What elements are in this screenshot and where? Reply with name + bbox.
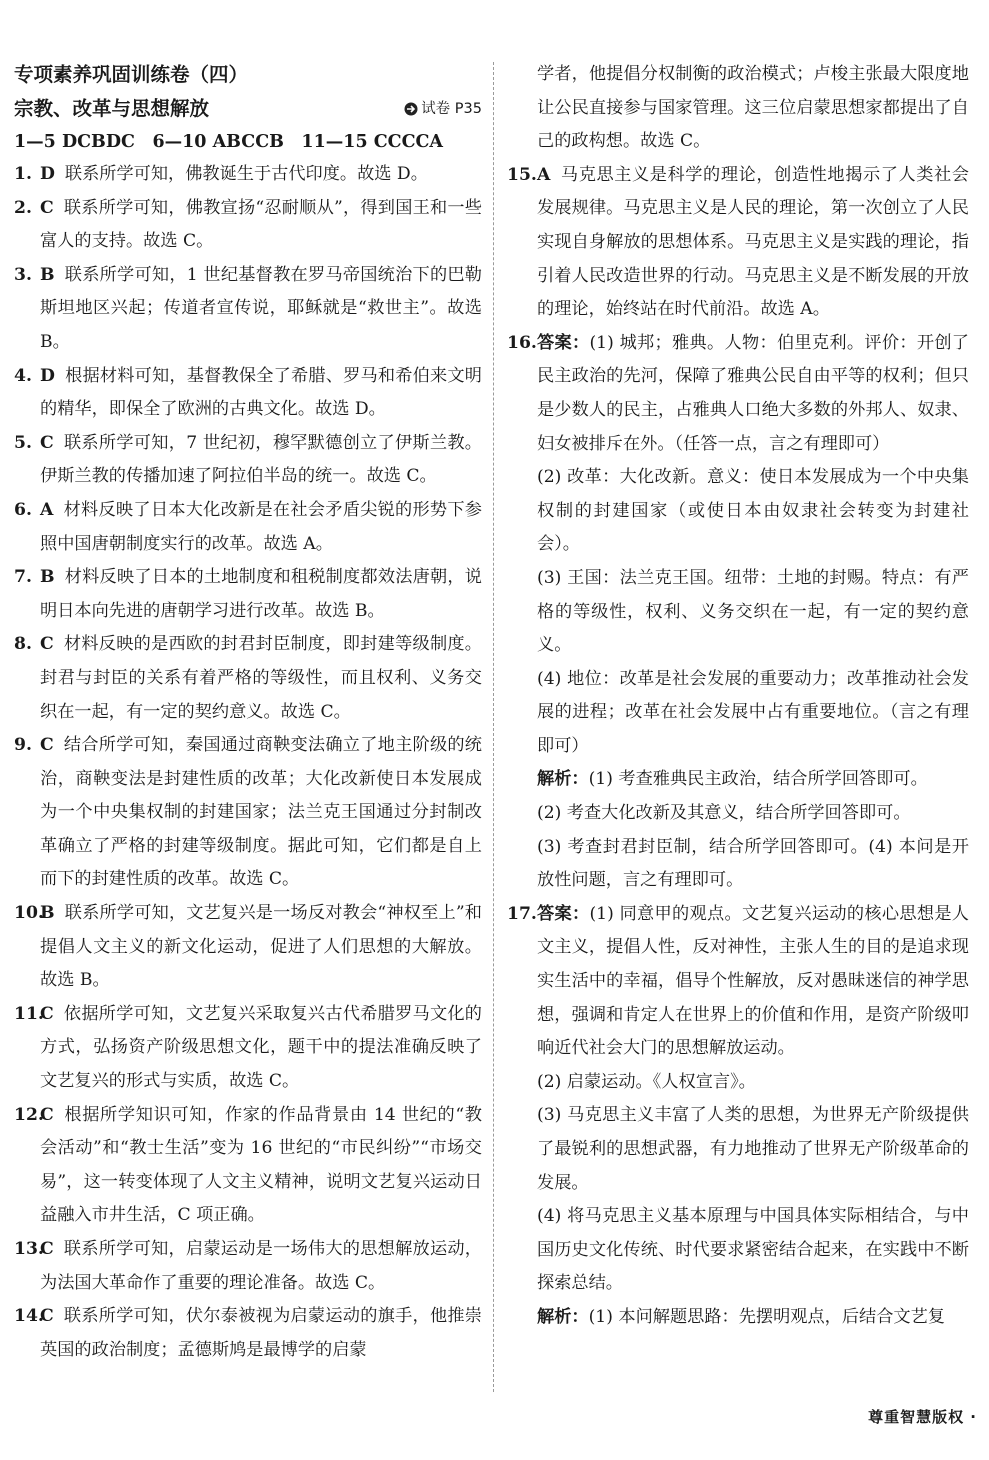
item-explanation: 材料反映的是西欧的封君封臣制度，即封建等级制度。封君与封臣的关系有着严格的等级性，而且权利、义务交织在一起，有一定的契约意义。故选 C。 bbox=[40, 634, 482, 722]
q14-continuation: 学者，他提倡分权制衡的政治模式；卢梭主张最大限度地让公民直接参与国家管理。这三位启蒙思想家都提出了自己的政构想。故选 C。 bbox=[537, 64, 969, 152]
item-explanation: 联系所学可知，1 世纪基督教在罗马帝国统治下的巴勒斯坦地区兴起；传道者宣传说，耶稣就是“救世主”。故选 B。 bbox=[40, 264, 482, 352]
answer-item-17 bbox=[507, 898, 969, 1066]
answer-item bbox=[14, 360, 482, 427]
item-answer: D bbox=[40, 365, 55, 386]
column-divider bbox=[493, 62, 494, 1392]
section-title: 专项素养巩固训练卷（四） bbox=[14, 63, 249, 86]
item-number: 13. bbox=[14, 1239, 44, 1259]
answer-item bbox=[14, 427, 482, 494]
q17-part-1: (1) 同意甲的观点。文艺复兴运动的核心思想是人文主义，提倡人性，反对神性，主张人生的目的是追求现实生活中的幸福，倡导个性解放，反对愚昧迷信的神学思想，强调和肯定人在世界上的价值和作用，是资产阶级叩响近代社会大门的思想解放运动。 bbox=[537, 903, 969, 1059]
answer-item-16 bbox=[507, 327, 969, 461]
item-answer: C bbox=[40, 1306, 54, 1327]
paper-reference[interactable] bbox=[404, 92, 482, 126]
q16-analysis-2: (2) 考查大化改新及其意义，结合所学回答即可。 bbox=[537, 803, 911, 824]
item-explanation: 联系所学可知，伏尔泰被视为启蒙运动的旗手，他推崇英国的政治制度；孟德斯鸠是最博学的启蒙 bbox=[40, 1306, 482, 1360]
analysis-label: 解析： bbox=[537, 769, 589, 790]
item-explanation: 根据材料可知，基督教保全了希腊、罗马和希伯来文明的精华，即保全了欧洲的古典文化。故选 D。 bbox=[40, 365, 482, 420]
section-subtitle: 宗教、改革与思想解放 bbox=[14, 97, 210, 120]
item-number: 9. bbox=[14, 735, 32, 756]
q17-analysis-1: 解析：(1) 本问解题思路：先摆明观点，后结合文艺复 bbox=[537, 1306, 945, 1327]
item-answer: B bbox=[40, 903, 55, 924]
item-answer: C bbox=[40, 1003, 54, 1024]
item-explanation: 联系所学可知，7 世纪初，穆罕默德创立了伊斯兰教。伊斯兰教的传播加速了阿拉伯半岛的统一。故选 C。 bbox=[40, 432, 482, 487]
item-number: 12. bbox=[14, 1104, 44, 1125]
analysis-label: 解析： bbox=[537, 1306, 589, 1327]
answer-item bbox=[14, 1233, 482, 1300]
q16-part-3: (3) 王国：法兰克王国。纽带：土地的封赐。特点：有严格的等级性，权利、义务交织在一起，有一定的契约意义。 bbox=[537, 567, 969, 656]
item-answer: C bbox=[40, 432, 54, 453]
item-explanation: 材料反映了日本大化改新是在社会矛盾尖锐的形势下参照中国唐朝制度实行的改革。故选 A。 bbox=[40, 499, 482, 554]
item-explanation: 材料反映了日本的土地制度和租税制度都效法唐朝，说明日本向先进的唐朝学习进行改革。故选 B。 bbox=[40, 567, 482, 621]
answer-item bbox=[14, 998, 482, 1099]
q16-part-1: (1) 城邦；雅典。人物：伯里克利。评价：开创了民主政治的先河，保障了雅典公民自由平等的权利；但只是少数人的民主，占雅典人口绝大多数的外邦人、奴隶、妇女被排斥在外。（任答一点，言之有理即可） bbox=[537, 332, 969, 454]
answer-item bbox=[14, 259, 482, 360]
item-explanation: 结合所学可知，秦国通过商鞅变法确立了地主阶级的统治，商鞅变法是封建性质的改革；大化改新使日本发展成为一个中央集权制的封建国家；法兰克王国通过分封制改革确立了严格的封建等级制度。据此可知，它们都是自上而下的封建性质的改革。故选 C。 bbox=[40, 735, 482, 890]
item-answer: C bbox=[40, 735, 54, 756]
q16-part-2: (2) 改革：大化改新。意义：使日本发展成为一个中央集权制的封建国家（或使日本由奴隶社会转变为封建社会）。 bbox=[537, 467, 969, 555]
item-explanation: 依据所学可知，文艺复兴采取复兴古代希腊罗马文化的方式，弘扬资产阶级思想文化，题干中的提法准确反映了文艺复兴的形式与实质，故选 C。 bbox=[40, 1003, 482, 1092]
right-column bbox=[507, 58, 969, 1335]
item-answer: C bbox=[40, 197, 54, 218]
answer-item bbox=[14, 158, 482, 192]
answer-item bbox=[14, 1300, 482, 1367]
answer-item bbox=[14, 729, 482, 897]
item-answer: C bbox=[40, 1104, 54, 1125]
item-answer: D bbox=[40, 164, 55, 184]
answer-item bbox=[14, 192, 482, 259]
item-number: 1. bbox=[14, 164, 32, 184]
paper-reference-label: 试卷 P35 bbox=[421, 101, 482, 117]
item-explanation: 马克思主义是科学的理论，创造性地揭示了人类社会发展规律。马克思主义是人民的理论，第一次创立了人民实现自身解放的思想体系。马克思主义是实践的理论，指引着人民改造世界的行动。马克思主义是不断发展的开放的理论，始终站在时代前沿。故选 A。 bbox=[537, 164, 969, 320]
copyright-footer: 尊重智慧版权 · bbox=[868, 1408, 977, 1426]
item-number: 8. bbox=[14, 634, 32, 655]
item-explanation: 联系所学可知，佛教诞生于古代印度。故选 D。 bbox=[64, 164, 428, 184]
answer-label: 答案： bbox=[537, 903, 590, 924]
item-number: 7. bbox=[14, 567, 32, 588]
answer-item bbox=[14, 897, 482, 998]
q16-analysis-1: 解析：(1) 考查雅典民主政治，结合所学回答即可。 bbox=[537, 769, 928, 790]
section-subtitle-row bbox=[14, 92, 482, 126]
item-number: 16. bbox=[507, 332, 537, 353]
item-answer: A bbox=[537, 164, 551, 185]
item-answer: A bbox=[40, 499, 54, 520]
item-number: 10. bbox=[14, 903, 44, 924]
item-answer: B bbox=[40, 567, 55, 588]
arrow-right-icon bbox=[404, 102, 418, 116]
item-answer: C bbox=[40, 1239, 54, 1259]
answer-item bbox=[14, 628, 482, 729]
item-number: 11. bbox=[14, 1003, 44, 1024]
item-number: 4. bbox=[14, 365, 32, 386]
item-number: 6. bbox=[14, 499, 32, 520]
answer-item bbox=[14, 494, 482, 561]
answer-summary: 1—5 DCBDC 6—10 ABCCB 11—15 CCCCA bbox=[14, 132, 443, 152]
item-answer: C bbox=[40, 634, 54, 655]
item-number: 3. bbox=[14, 264, 32, 285]
answer-label: 答案： bbox=[537, 332, 590, 353]
q16-part-4: (4) 地位：改革是社会发展的重要动力；改革推动社会发展的进程；改革在社会发展中占有重要地位。（言之有理即可） bbox=[537, 668, 969, 756]
item-explanation: 联系所学可知，文艺复兴是一场反对教会“神权至上”和提倡人文主义的新文化运动，促进了人们思想的大解放。故选 B。 bbox=[40, 903, 482, 991]
left-column bbox=[14, 58, 482, 1367]
item-number: 14. bbox=[14, 1306, 44, 1327]
answer-item bbox=[14, 1099, 482, 1233]
item-number: 17. bbox=[507, 903, 537, 924]
item-number: 2. bbox=[14, 197, 32, 218]
answer-item bbox=[14, 561, 482, 628]
item-explanation: 联系所学可知，佛教宣扬“忍耐顺从”，得到国王和一些富人的支持。故选 C。 bbox=[40, 197, 482, 252]
q17-part-2: (2) 启蒙运动。《人权宣言》。 bbox=[537, 1071, 756, 1092]
q17-part-3: (3) 马克思主义丰富了人类的思想，为世界无产阶级提供了最锐利的思想武器，有力地推动了世界无产阶级革命的发展。 bbox=[537, 1105, 969, 1193]
item-number: 15. bbox=[507, 164, 537, 185]
item-answer: B bbox=[40, 264, 55, 285]
item-number: 5. bbox=[14, 432, 32, 453]
answer-item-15 bbox=[507, 159, 969, 327]
q16-analysis-3: (3) 考查封君封臣制，结合所学回答即可。(4) 本问是开放性问题，言之有理即可。 bbox=[537, 836, 969, 891]
item-explanation: 根据所学知识可知，作家的作品背景由 14 世纪的“教会活动”和“教士生活”变为 16 世纪的“市民纠纷”“市场交易”，这一转变体现了人文主义精神，说明文艺复兴运动日益融入市井生活，C 项正确。 bbox=[40, 1104, 482, 1226]
q17-part-4: (4) 将马克思主义基本原理与中国具体实际相结合，与中国历史文化传统、时代要求紧密结合起来，在实践中不断探索总结。 bbox=[537, 1206, 969, 1294]
item-explanation: 联系所学可知，启蒙运动是一场伟大的思想解放运动，为法国大革命作了重要的理论准备。故选 C。 bbox=[40, 1239, 482, 1293]
